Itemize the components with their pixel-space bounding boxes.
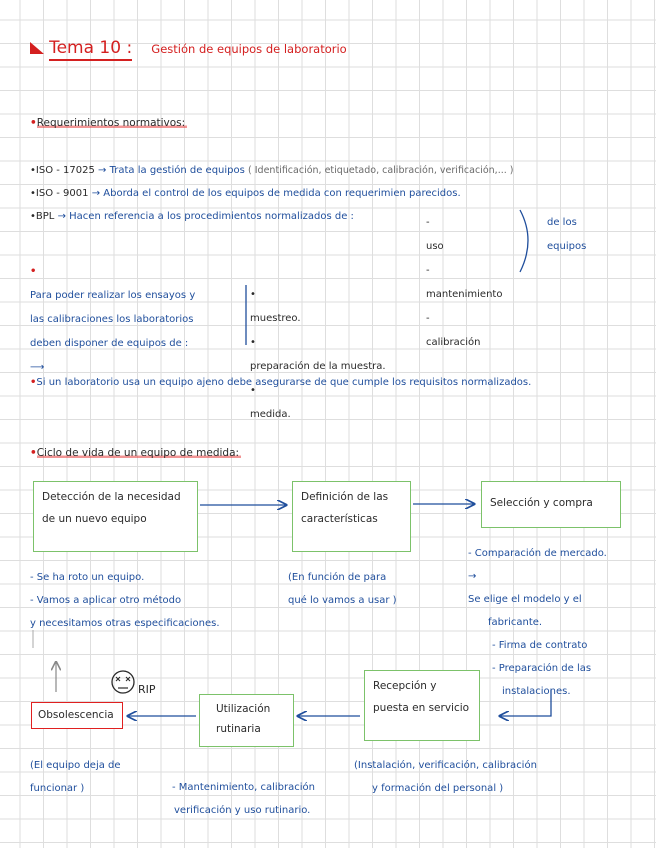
box-deteccion: Detección de la necesidad de un nuevo equipo (33, 481, 198, 552)
note-recepcion: (Instalación, verificación, calibración y formación del personal ) (354, 760, 537, 794)
iso9001-code: ISO - 9001 (35, 188, 89, 199)
box-recepcion: Recepción y puesta en servicio (364, 670, 480, 741)
bpl-text: Hacen referencia a los procedimientos normalizados de : (69, 211, 354, 222)
note-seleccion: - Comparación de mercado. → Se elige el modelo y el fabricante. - Firma de contrato - Preparación de las instalaciones. (468, 548, 607, 697)
box-seleccion: Selección y compra (481, 481, 621, 528)
bpl-item: - uso (426, 217, 444, 252)
arrow-right-icon: → (98, 165, 107, 176)
iso9001-text: Aborda el control de los equipos de medida con requerimien parecidos. (103, 188, 461, 199)
iso17025-text: Trata la gestión de equipos (109, 165, 245, 176)
lifecycle-heading: •Ciclo de vida de un equipo de medida: (30, 447, 240, 459)
box-obsolescencia: Obsolescencia (31, 702, 123, 729)
external-equipment-note: •Si un laboratorio usa un equipo ajeno debe asegurarse de que cumple los requisitos normalizados. (30, 377, 532, 388)
arrow-right-icon: → (91, 188, 101, 199)
box-definicion: Definición de las características (292, 481, 411, 552)
iso17025-line: •ISO - 17025 → Trata la gestión de equipos ( Identificación, etiquetado, calibración, verificación,... ) (30, 165, 514, 176)
iso17025-code: ISO - 17025 (35, 165, 95, 176)
iso9001-line: •ISO - 9001 → Aborda el control de los equipos de medida con requerimien parecidos. (30, 188, 461, 199)
page-subtitle: Gestión de equipos de laboratorio (151, 42, 347, 56)
note-deteccion: - Se ha roto un equipo. - Vamos a aplicar otro método y necesitamos otras especificaciones. (30, 572, 220, 629)
labs-item: • muestreo. (250, 289, 301, 324)
page-title: Tema 10 : (49, 38, 132, 61)
note-utilizacion: - Mantenimiento, calibración verificación y uso rutinario. (172, 782, 315, 816)
bpl-item: - calibración (426, 313, 481, 348)
note-obsolescencia: (El equipo deja de funcionar ) (30, 760, 121, 794)
arrow-right-icon: ⟶ (30, 362, 45, 373)
rip-face-icon (112, 671, 134, 693)
bpl-code: BPL (35, 211, 55, 222)
rip-label: RIP (138, 683, 156, 696)
labs-item: • preparación de la muestra. (250, 337, 386, 372)
box-utilizacion: Utilización rutinaria (199, 694, 294, 747)
bpl-item: - mantenimiento (426, 265, 503, 300)
bullet: • (30, 117, 37, 129)
bpl-suffix: de los equipos (547, 217, 587, 252)
labs-item: • medida. (250, 385, 291, 420)
requirements-heading: •Requerimientos normativos: (30, 117, 186, 129)
note-definicion: (En función de para qué lo vamos a usar ) (288, 572, 397, 606)
bpl-bracket (520, 210, 528, 272)
iso17025-detail: ( Identificación, etiquetado, calibración, verificación,... ) (248, 165, 514, 176)
bpl-line: •BPL → Hacen referencia a los procedimientos normalizados de : (30, 211, 354, 222)
arrow-right-icon: → (57, 211, 66, 222)
labs-text: • Para poder realizar los ensayos y las calibraciones los laboratorios deben disponer de equipos de : ⟶ (30, 260, 195, 380)
